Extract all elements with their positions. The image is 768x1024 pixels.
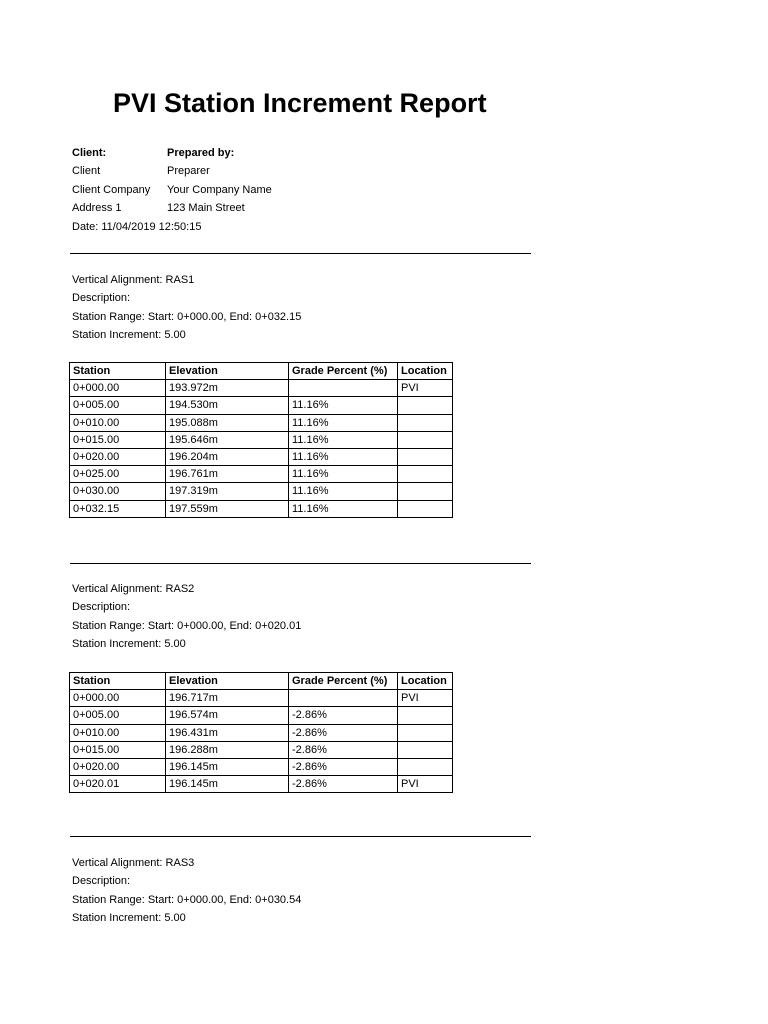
table-row: [70, 758, 453, 775]
location-cell: PVI: [398, 380, 453, 397]
station-header: Station: [70, 673, 166, 690]
elevation-cell: 196.145m: [166, 758, 289, 775]
elevation-cell: 197.559m: [166, 500, 289, 517]
info-name-row: [72, 162, 372, 180]
table-row: [70, 448, 453, 465]
station-cell: 0+020.00: [70, 758, 166, 775]
grade-percent-cell: 11.16%: [289, 431, 398, 448]
location-cell: [398, 758, 453, 775]
station-cell: 0+015.00: [70, 741, 166, 758]
elevation-cell: 197.319m: [166, 483, 289, 500]
grade-percent-header: Grade Percent (%): [289, 673, 398, 690]
station-cell: 0+005.00: [70, 397, 166, 414]
table-row: [70, 431, 453, 448]
elevation-cell: 195.646m: [166, 431, 289, 448]
elevation-cell: 196.204m: [166, 448, 289, 465]
location-cell: [398, 414, 453, 431]
station-cell: 0+020.01: [70, 776, 166, 793]
location-cell: PVI: [398, 776, 453, 793]
table-header-row: [70, 363, 453, 380]
table-row: [70, 707, 453, 724]
table-row: [70, 397, 453, 414]
section-divider: [70, 836, 531, 837]
section-divider: [70, 253, 531, 254]
alignment-section-ras1: [72, 271, 301, 345]
client-name: Client: [72, 165, 101, 178]
elevation-cell: 194.530m: [166, 397, 289, 414]
elevation-cell: 196.288m: [166, 741, 289, 758]
station-range: Station Range: Start: 0+000.00, End: 0+030.54: [72, 893, 302, 906]
location-cell: [398, 431, 453, 448]
table-row: [70, 466, 453, 483]
elevation-cell: 196.574m: [166, 707, 289, 724]
station-table-ras2: [69, 672, 453, 793]
grade-percent-cell: 11.16%: [289, 466, 398, 483]
station-range: Station Range: Start: 0+000.00, End: 0+032.15: [72, 310, 302, 323]
location-cell: [398, 500, 453, 517]
table-row: [70, 724, 453, 741]
grade-percent-cell: -2.86%: [289, 776, 398, 793]
table-row: [70, 500, 453, 517]
alignment-section-ras3: [72, 854, 301, 928]
alignment-section-ras2: [72, 580, 301, 654]
station-cell: 0+010.00: [70, 414, 166, 431]
grade-percent-cell: -2.86%: [289, 758, 398, 775]
alignment-name: Vertical Alignment: RAS3: [72, 857, 195, 869]
client-header: Client:: [72, 147, 107, 159]
grade-percent-cell: 11.16%: [289, 483, 398, 500]
elevation-cell: 196.145m: [166, 776, 289, 793]
company-street: 123 Main Street: [167, 202, 245, 215]
station-cell: 0+010.00: [70, 724, 166, 741]
location-header: Location: [398, 673, 453, 690]
station-increment: Station Increment: 5.00: [72, 912, 186, 925]
info-date-row: [72, 218, 372, 236]
table-row: [70, 380, 453, 397]
alignment-description: Description:: [72, 292, 131, 305]
table-row: [70, 483, 453, 500]
report-date: Date: 11/04/2019 12:50:15: [72, 220, 202, 233]
grade-percent-cell: -2.86%: [289, 741, 398, 758]
alignment-name: Vertical Alignment: RAS1: [72, 274, 195, 286]
alignment-description: Description:: [72, 601, 131, 614]
elevation-cell: 196.717m: [166, 690, 289, 707]
preparer-name: Preparer: [167, 165, 210, 178]
station-cell: 0+025.00: [70, 466, 166, 483]
prepared-by-header: Prepared by:: [167, 147, 235, 159]
alignment-name: Vertical Alignment: RAS2: [72, 583, 195, 595]
station-cell: 0+000.00: [70, 690, 166, 707]
grade-percent-cell: 11.16%: [289, 448, 398, 465]
client-company: Client Company: [72, 183, 151, 196]
station-cell: 0+005.00: [70, 707, 166, 724]
grade-percent-header: Grade Percent (%): [289, 363, 398, 380]
elevation-cell: 196.761m: [166, 466, 289, 483]
station-cell: 0+020.00: [70, 448, 166, 465]
grade-percent-cell: [289, 690, 398, 707]
info-header-row: [72, 144, 372, 162]
location-cell: [398, 707, 453, 724]
alignment-description: Description:: [72, 875, 131, 888]
elevation-cell: 196.431m: [166, 724, 289, 741]
station-cell: 0+015.00: [70, 431, 166, 448]
grade-percent-cell: 11.16%: [289, 397, 398, 414]
location-cell: [398, 397, 453, 414]
location-cell: [398, 466, 453, 483]
grade-percent-cell: 11.16%: [289, 414, 398, 431]
station-cell: 0+000.00: [70, 380, 166, 397]
location-cell: [398, 483, 453, 500]
grade-percent-cell: -2.86%: [289, 707, 398, 724]
grade-percent-cell: 11.16%: [289, 500, 398, 517]
station-cell: 0+030.00: [70, 483, 166, 500]
elevation-header: Elevation: [166, 363, 289, 380]
station-header: Station: [70, 363, 166, 380]
section-divider: [70, 563, 531, 564]
info-company-row: [72, 181, 372, 199]
grade-percent-cell: [289, 380, 398, 397]
location-cell: [398, 448, 453, 465]
elevation-header: Elevation: [166, 673, 289, 690]
station-range: Station Range: Start: 0+000.00, End: 0+020.01: [72, 619, 302, 632]
table-row: [70, 690, 453, 707]
location-cell: [398, 724, 453, 741]
station-table-ras1: [69, 362, 453, 518]
client-address: Address 1: [72, 202, 122, 215]
report-info: [72, 144, 372, 236]
location-cell: [398, 741, 453, 758]
table-row: [70, 414, 453, 431]
station-increment: Station Increment: 5.00: [72, 329, 186, 342]
elevation-cell: 193.972m: [166, 380, 289, 397]
location-header: Location: [398, 363, 453, 380]
table-row: [70, 741, 453, 758]
company-name: Your Company Name: [167, 183, 272, 196]
report-title: PVI Station Increment Report: [113, 88, 487, 118]
table-header-row: [70, 673, 453, 690]
grade-percent-cell: -2.86%: [289, 724, 398, 741]
elevation-cell: 195.088m: [166, 414, 289, 431]
info-address-row: [72, 199, 372, 217]
location-cell: PVI: [398, 690, 453, 707]
station-cell: 0+032.15: [70, 500, 166, 517]
station-increment: Station Increment: 5.00: [72, 638, 186, 651]
table-row: [70, 776, 453, 793]
